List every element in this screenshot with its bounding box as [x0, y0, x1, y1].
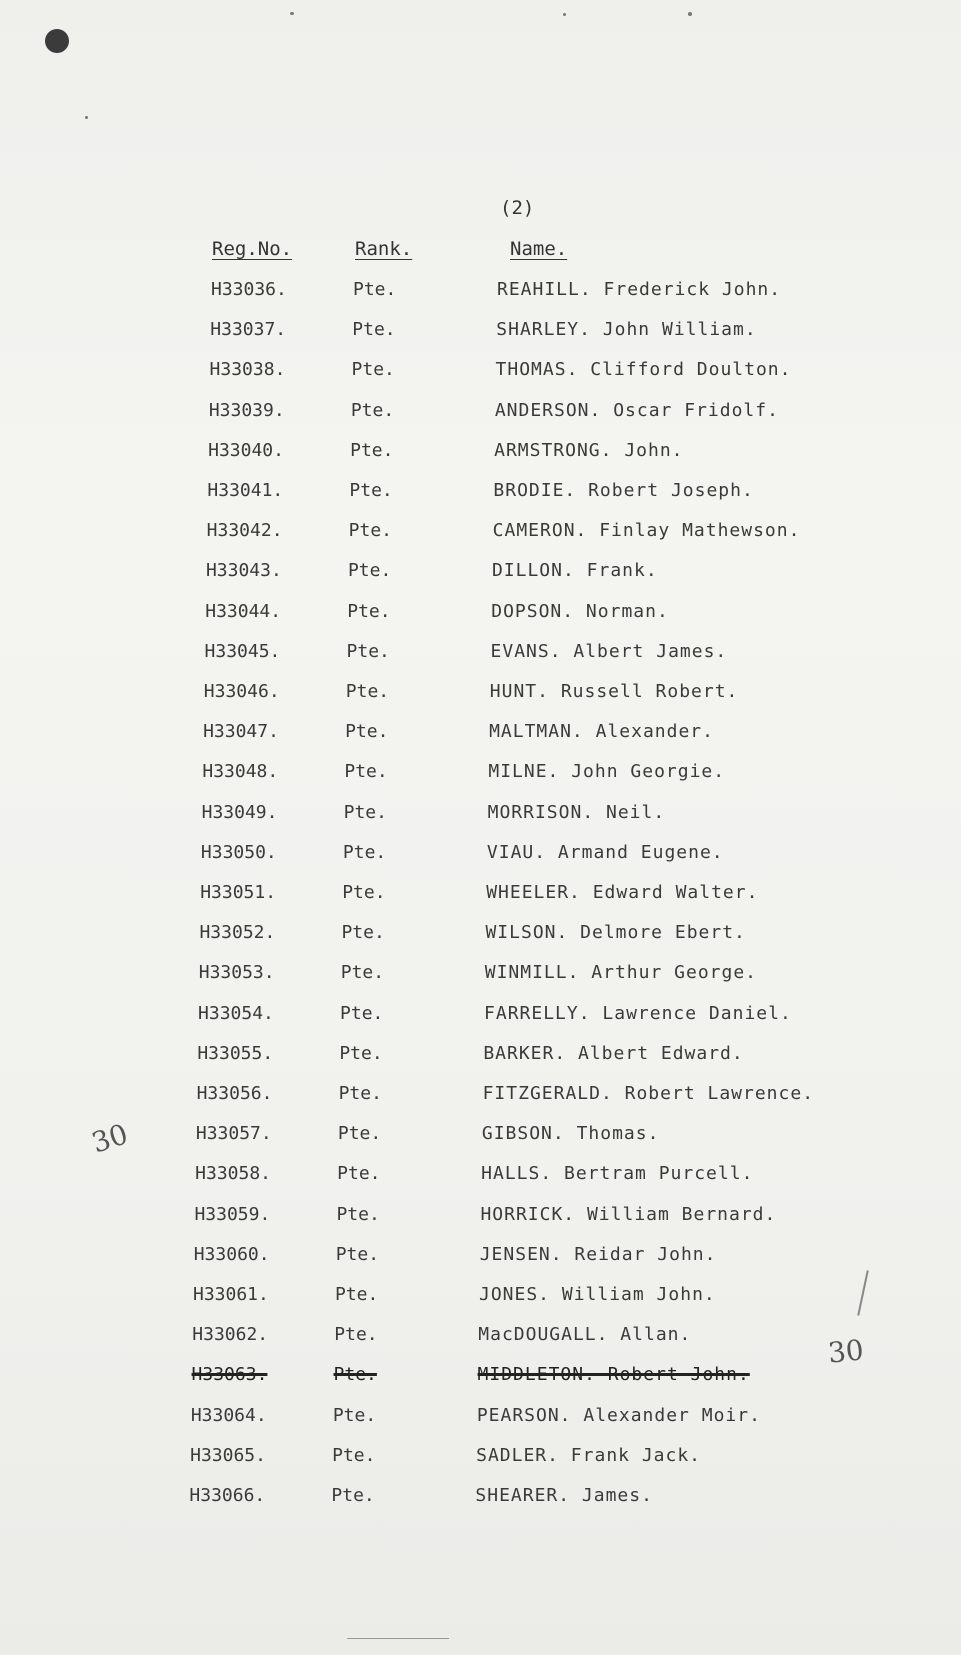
- table-row: [199, 958, 919, 988]
- soldier-name: ARMSTRONG. John.: [494, 439, 684, 461]
- soldier-name: SHARLEY. John William.: [496, 319, 757, 341]
- table-row: [207, 476, 927, 506]
- table-row: [209, 396, 929, 426]
- table-row: [201, 838, 921, 868]
- reg-number: H33054.: [198, 1002, 274, 1024]
- rank: Pte.: [331, 1485, 375, 1506]
- soldier-name: FITZGERALD. Robert Lawrence.: [482, 1083, 815, 1104]
- soldier-name: BARKER. Albert Edward.: [483, 1042, 744, 1064]
- reg-number: H33062.: [192, 1324, 269, 1346]
- reg-number: H33039.: [208, 399, 285, 421]
- reg-number: H33053.: [198, 962, 275, 984]
- reg-number: H33040.: [208, 439, 284, 461]
- reg-number: H33044.: [205, 600, 282, 622]
- header-name: Name.: [510, 238, 568, 260]
- rank: Pte.: [349, 480, 393, 501]
- rank: Pte.: [351, 359, 395, 381]
- soldier-name: JENSEN. Reidar John.: [479, 1243, 717, 1265]
- table-row: [205, 637, 925, 667]
- reg-number: H33052.: [199, 922, 276, 944]
- reg-number: H33042.: [206, 520, 283, 542]
- rank: Pte.: [345, 721, 389, 743]
- table-row: [206, 556, 926, 586]
- reg-number: H33064.: [190, 1404, 267, 1426]
- reg-number: H33038.: [209, 359, 286, 381]
- soldier-name: MALTMAN. Alexander.: [489, 721, 714, 743]
- reg-number: H33051.: [200, 882, 277, 903]
- soldier-name: DOPSON. Norman.: [491, 600, 669, 622]
- table-row: [208, 436, 928, 466]
- rank: Pte.: [340, 962, 385, 984]
- rank: Pte.: [348, 520, 393, 542]
- margin-note-left: 30: [87, 1117, 132, 1160]
- rank: Pte.: [341, 922, 385, 944]
- rank: Pte.: [337, 1163, 381, 1185]
- table-row: [192, 1360, 912, 1390]
- table-row: [204, 677, 924, 707]
- table-row: [189, 1481, 909, 1511]
- reg-number: H33060.: [193, 1243, 270, 1265]
- table-row: [203, 717, 923, 747]
- reg-number: H33047.: [203, 721, 279, 743]
- reg-number: H33041.: [207, 480, 284, 501]
- reg-number: H33061.: [193, 1284, 269, 1305]
- rank: Pte.: [353, 279, 397, 300]
- rank: Pte.: [336, 1203, 380, 1225]
- soldier-name: WHEELER. Edward Walter.: [486, 882, 759, 903]
- reg-number: H33056.: [196, 1083, 273, 1104]
- reg-number: H33066.: [189, 1485, 266, 1506]
- rank: Pte.: [347, 560, 392, 582]
- table-row: [196, 1119, 916, 1149]
- soldier-name: BRODIE. Robert Joseph.: [493, 480, 754, 501]
- rank: Pte.: [350, 439, 394, 461]
- table-row: [205, 597, 925, 627]
- rank: Pte.: [332, 1404, 377, 1426]
- table-row: [199, 918, 919, 948]
- rank: Pte.: [344, 761, 388, 783]
- soldier-name: MORRISON. Neil.: [487, 801, 666, 823]
- rank: Pte.: [338, 1083, 382, 1104]
- rank: Pte.: [334, 1324, 378, 1346]
- reg-number: H33046.: [203, 681, 280, 702]
- soldier-name: MIDDLETON. Robert John.: [477, 1364, 750, 1386]
- soldier-name: THOMAS. Clifford Doulton.: [495, 359, 792, 381]
- soldier-name: WINMILL. Arthur George.: [484, 962, 757, 984]
- header-reg-no: Reg.No.: [212, 238, 293, 260]
- rank: Pte.: [340, 1002, 384, 1024]
- rank: Pte.: [345, 681, 390, 702]
- header-rank: Rank.: [355, 238, 413, 260]
- table-row: [210, 355, 930, 385]
- soldier-name: PEARSON. Alexander Moir.: [476, 1404, 761, 1426]
- soldier-name: WILSON. Delmore Ebert.: [485, 922, 746, 944]
- rank: Pte.: [342, 841, 387, 863]
- table-row: [207, 516, 927, 546]
- table-row: [198, 999, 918, 1029]
- rank: Pte.: [332, 1444, 376, 1466]
- reg-number: H33043.: [205, 560, 282, 582]
- margin-note-right: 30: [826, 1333, 866, 1370]
- soldier-name: EVANS. Albert James.: [490, 640, 728, 662]
- rank: Pte.: [350, 399, 395, 421]
- rank: Pte.: [333, 1364, 377, 1386]
- table-row: [210, 315, 930, 345]
- soldier-name: CAMERON. Finlay Mathewson.: [492, 520, 801, 542]
- reg-number: H33050.: [200, 841, 277, 863]
- table-row: [190, 1441, 910, 1471]
- table-row: [202, 757, 922, 787]
- soldier-name: VIAU. Armand Eugene.: [486, 841, 724, 863]
- table-row: [211, 275, 931, 305]
- table-row: [194, 1240, 914, 1270]
- soldier-name: MacDOUGALL. Allan.: [478, 1324, 692, 1346]
- rank: Pte.: [347, 600, 391, 622]
- soldier-name: REAHILL. Frederick John.: [497, 279, 782, 300]
- rank: Pte.: [335, 1284, 379, 1305]
- table-row: [195, 1159, 915, 1189]
- reg-number: H33057.: [195, 1123, 272, 1145]
- soldier-name: MILNE. John Georgie.: [488, 761, 726, 783]
- table-row: [197, 1079, 917, 1109]
- soldier-name: DILLON. Frank.: [491, 560, 658, 582]
- table-row: [200, 878, 920, 908]
- rank: Pte.: [342, 882, 386, 903]
- soldier-name: FARRELLY. Lawrence Daniel.: [484, 1002, 792, 1024]
- reg-number: H33058.: [195, 1163, 272, 1185]
- soldier-name: HALLS. Bertram Purcell.: [481, 1163, 754, 1185]
- reg-number: H33048.: [202, 761, 279, 783]
- rank: Pte.: [346, 640, 390, 662]
- soldier-name: SADLER. Frank Jack.: [476, 1444, 702, 1466]
- reg-number: H33049.: [201, 801, 278, 823]
- reg-number: H33036.: [211, 279, 287, 300]
- reg-number: H33065.: [190, 1444, 266, 1466]
- rank: Pte.: [352, 319, 396, 341]
- soldier-name: ANDERSON. Oscar Fridolf.: [494, 399, 779, 421]
- reg-number: H33037.: [210, 319, 287, 341]
- reg-number: H33059.: [194, 1203, 271, 1225]
- soldier-name: JONES. William John.: [479, 1284, 716, 1305]
- table-row: [192, 1320, 912, 1350]
- soldier-name: SHEARER. James.: [475, 1485, 653, 1506]
- reg-number: H33055.: [197, 1042, 274, 1064]
- rank: Pte.: [339, 1042, 383, 1064]
- table-row: [197, 1039, 917, 1069]
- soldier-name: GIBSON. Thomas.: [481, 1123, 660, 1145]
- rank: Pte.: [337, 1123, 382, 1145]
- table-row: [194, 1200, 914, 1230]
- soldier-name: HUNT. Russell Robert.: [489, 681, 739, 702]
- rank: Pte.: [335, 1243, 380, 1265]
- page-number: (2): [500, 197, 535, 219]
- reg-number: H33063.: [191, 1364, 268, 1386]
- soldier-name: HORRICK. William Bernard.: [480, 1203, 777, 1225]
- rank: Pte.: [343, 801, 387, 823]
- table-row: [202, 798, 922, 828]
- footer-rule: [347, 1638, 449, 1639]
- table-row: [191, 1401, 911, 1431]
- table-row: [193, 1280, 913, 1310]
- reg-number: H33045.: [204, 640, 281, 662]
